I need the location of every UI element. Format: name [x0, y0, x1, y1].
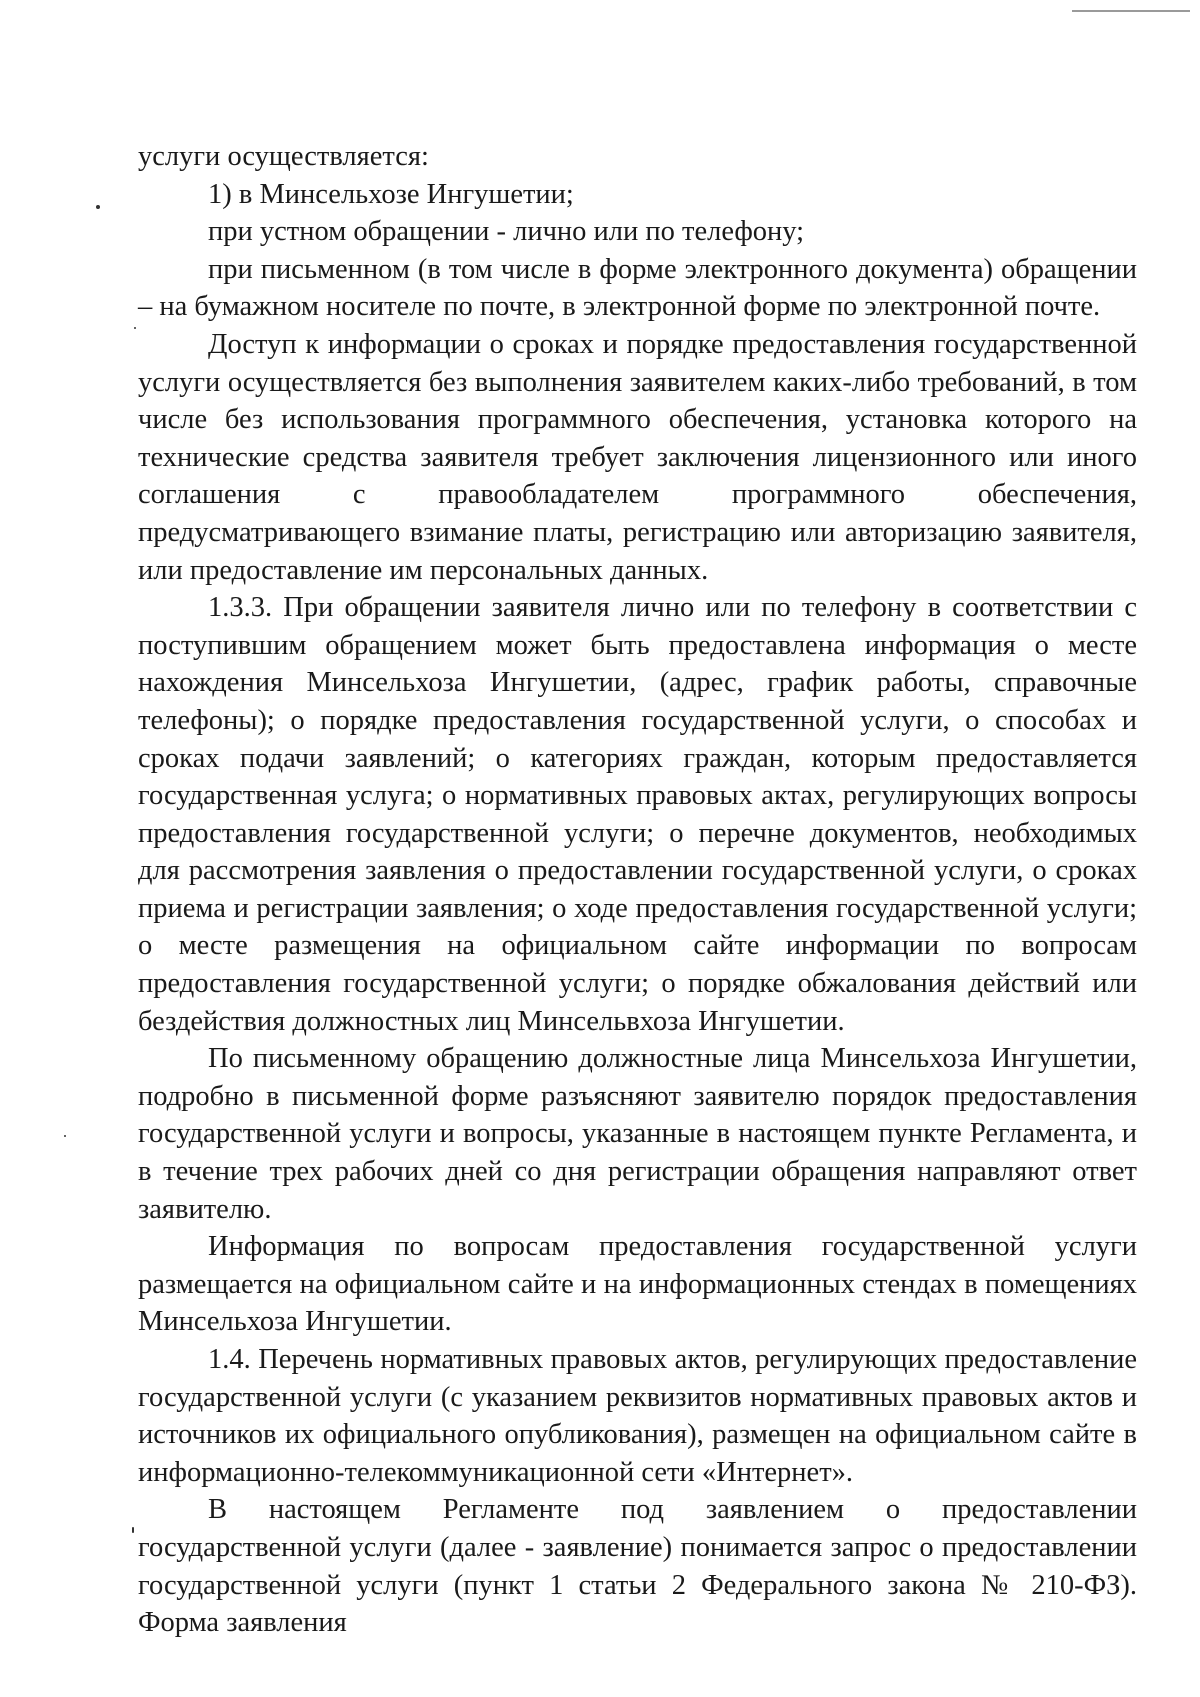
paragraph: Информация по вопросам предоставления государственной услуги размещается на официальном сайте и на информационных стендах в помещениях Минсельхоза Ингушетии.: [138, 1231, 1137, 1338]
document-body: [138, 138, 1137, 1642]
header-rule: [1072, 10, 1190, 12]
scan-speck: [132, 1527, 134, 1533]
scan-speck: [96, 205, 100, 209]
scan-speck: [64, 1135, 66, 1137]
scan-speck: [134, 327, 136, 329]
paragraph: при устном обращении - лично или по телефону;: [208, 216, 805, 248]
paragraph: 1) в Минсельхозе Ингушетии;: [208, 178, 574, 210]
paragraph: В настоящем Регламенте под заявлением о предоставлении государственной услуги (далее - заявление) понимается запрос о предоставлении государственной услуги (пункт 1 статьи 2 Федерального закона № 210-ФЗ). Форма заявления: [138, 1494, 1137, 1639]
paragraph: По письменному обращению должностные лица Минсельхоза Ингушетии, подробно в письменной форме разъясняют заявителю порядок предоставления государственной услуги и вопросы, указанные в настоящем пункте Регламента, и в течение трех рабочих дней со дня регистрации обращения направляют ответ заявителю.: [138, 1043, 1137, 1225]
paragraph: услуги осуществляется:: [138, 141, 429, 172]
paragraph: 1.4. Перечень нормативных правовых актов, регулирующих предоставление государственной услуги (с указанием реквизитов нормативных правовых актов и источников их официального опубликования), размещен на официальном сайте в информационно-телекоммуникационной сети «Интернет».: [138, 1344, 1137, 1488]
paragraph: 1.3.3. При обращении заявителя лично или по телефону в соответствии с поступившим обращением может быть предоставлена информация о месте нахождения Минсельхоза Ингушетии, (адрес, график работы, справочные телефоны); о порядке предоставления государственной услуги, о способах и сроках подачи заявлений; о категориях граждан, которым предоставляется государственная услуга; о нормативных правовых актах, регулирующих вопросы предоставления государственной услуги; о перечне документов, необходимых для рассмотрения заявления о предоставлении государственной услуги, о сроках приема и регистрации заявления; о ходе предоставления государственной услуги; о месте размещения на официальном сайте информации по вопросам предоставления государственной услуги; о порядке обжалования действий или бездействия должностных лиц Минсельвхоза Ингушетии.: [138, 592, 1137, 1037]
paragraph: Доступ к информации о сроках и порядке предоставления государственной услуги осуществляется без выполнения заявителем каких-либо требований, в том числе без использования программного обеспечения, установка которого на технические средства заявителя требует заключения лицензионного или иного соглашения с правообладателем программного обеспечения, предусматривающего взимание платы, регистрацию или авторизацию заявителя, или предоставление им персональных данных.: [138, 328, 1137, 586]
paragraph: при письменном (в том числе в форме электронного документа) обращении – на бумажном носителе по почте, в электронной форме по электронной почте.: [138, 253, 1137, 323]
